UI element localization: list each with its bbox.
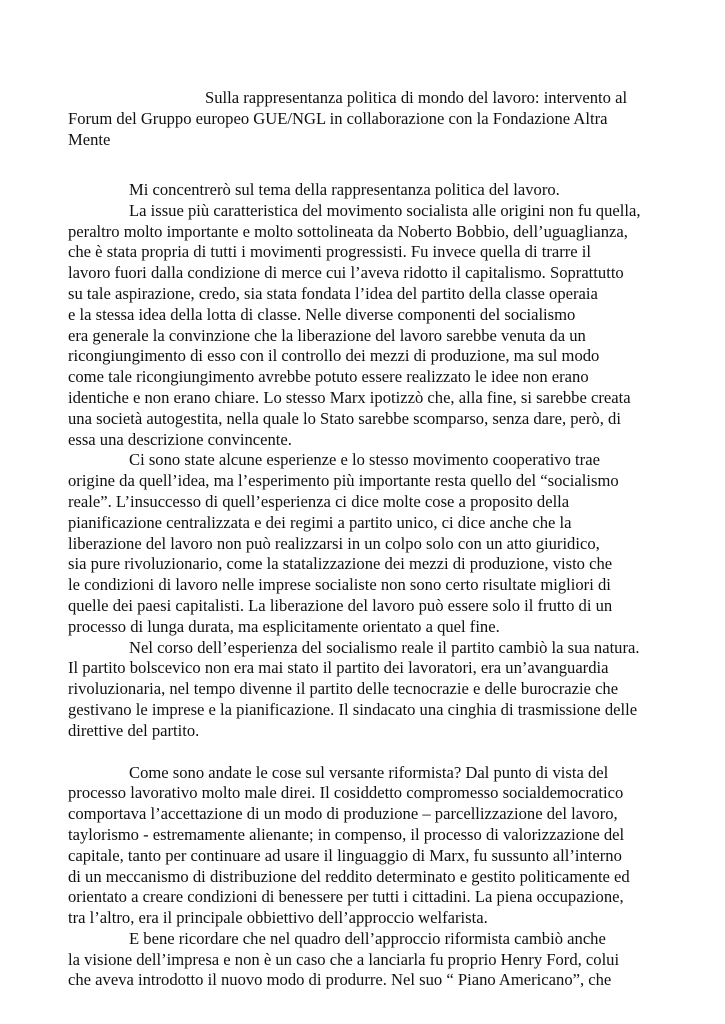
- document-title: [68, 87, 668, 150]
- text-line: Mi concentrerò sul tema della rappresentanza politica del lavoro.: [129, 180, 560, 199]
- text-line: quelle dei paesi capitalisti. La liberazione del lavoro può essere solo il frutto di un: [68, 595, 613, 615]
- paragraph-spacer: [68, 742, 668, 763]
- text-line: E bene ricordare che nel quadro dell’approccio riformista cambiò anche: [129, 928, 606, 948]
- text-line: Come sono andate le cose sul versante riformista? Dal punto di vista del: [129, 762, 609, 782]
- paragraph-socialism-origins: [68, 201, 668, 451]
- text-line: che è stata propria di tutti i movimenti progressisti. Fu invece quella di trarre il: [68, 242, 592, 262]
- text-line: di un meccanismo di distribuzione del reddito determinato e gestito politicamente ed: [68, 866, 630, 886]
- paragraph-ford: [68, 929, 668, 991]
- document-body: [68, 180, 668, 991]
- text-line: come tale ricongiungimento avrebbe potuto essere realizzato le idee non erano: [68, 367, 589, 387]
- text-line: orientato a creare condizioni di benessere per tutti i cittadini. La piena occupazione,: [68, 887, 624, 907]
- text-line: ricongiungimento di esso con il controllo dei mezzi di produzione, ma sul modo: [68, 346, 600, 366]
- text-line: lavoro fuori dalla condizione di merce cui l’aveva ridotto il capitalismo. Soprattutto: [68, 263, 624, 283]
- text-line: pianificazione centralizzata e dei regimi a partito unico, ci dice anche che la: [68, 512, 572, 532]
- paragraph-reformist: [68, 763, 668, 929]
- text-line: reale”. L’insuccesso di quell’esperienza ci dice molte cose a proposito della: [68, 491, 570, 511]
- text-line: le condizioni di lavoro nelle imprese socialiste non sono certo risultate migliori di: [68, 575, 611, 595]
- text-line: direttive del partito.: [68, 720, 200, 740]
- text-line: gestivano le imprese e la pianificazione. Il sindacato una cinghia di trasmissione delle: [68, 699, 638, 719]
- text-line: processo lavorativo molto male direi. Il cosiddetto compromesso socialdemocratico: [68, 783, 624, 803]
- text-line: la visione dell’impresa e non è un caso che a lanciarla fu proprio Henry Ford, colui: [68, 949, 620, 969]
- paragraph-party-nature: [68, 638, 668, 742]
- text-line: comportava l’accettazione di un modo di produzione – parcellizzazione del lavoro,: [68, 804, 618, 824]
- text-line: peraltro molto importante e molto sottolineata da Noberto Bobbio, dell’uguaglianza,: [68, 221, 628, 241]
- title-line: Sulla rappresentanza politica di mondo del lavoro: intervento al: [205, 88, 628, 107]
- text-line: tra l’altro, era il principale obbiettivo dell’approccio welfarista.: [68, 908, 488, 928]
- text-line: Ci sono state alcune esperienze e lo stesso movimento cooperativo trae: [129, 450, 600, 470]
- text-line: origine da quell’idea, ma l’esperimento più importante resta quello del “socialismo: [68, 471, 619, 491]
- text-line: liberazione del lavoro non può realizzarsi in un colpo solo con un atto giuridico,: [68, 533, 600, 553]
- text-line: che aveva introdotto il nuovo modo di produrre. Nel suo “ Piano Americano”, che: [68, 970, 612, 990]
- paragraph-real-socialism: [68, 450, 668, 637]
- text-line: Il partito bolscevico non era mai stato il partito dei lavoratori, era un’avanguardia: [68, 658, 609, 678]
- text-line: sia pure rivoluzionario, come la statalizzazione dei mezzi di produzione, visto che: [68, 554, 613, 574]
- text-line: processo di lunga durata, ma esplicitamente orientato a quel fine.: [68, 616, 500, 636]
- text-line: e la stessa idea della lotta di classe. Nelle diverse componenti del socialismo: [68, 304, 576, 324]
- text-line: essa una descrizione convincente.: [68, 429, 292, 449]
- title-line: Mente: [68, 130, 111, 149]
- text-line: era generale la convinzione che la liberazione del lavoro sarebbe venuta da un: [68, 325, 586, 345]
- text-line: su tale aspirazione, credo, sia stata fondata l’idea del partito della classe operaia: [68, 283, 598, 303]
- text-line: identiche e non erano chiare. Lo stesso Marx ipotizzò che, alla fine, si sarebbe creata: [68, 387, 631, 407]
- text-line: La issue più caratteristica del movimento socialista alle origini non fu quella,: [129, 200, 641, 220]
- text-line: taylorismo - estremamente alienante; in compenso, il processo di valorizzazione del: [68, 824, 625, 844]
- text-line: una società autogestita, nella quale lo Stato sarebbe scomparso, senza dare, però, di: [68, 408, 621, 428]
- title-line: Forum del Gruppo europeo GUE/NGL in collaborazione con la Fondazione Altra: [68, 109, 608, 128]
- text-line: rivoluzionaria, nel tempo divenne il partito delle tecnocrazie e delle burocrazie che: [68, 679, 619, 699]
- text-line: Nel corso dell’esperienza del socialismo reale il partito cambiò la sua natura.: [129, 637, 640, 657]
- paragraph-intro: [68, 180, 668, 201]
- text-line: capitale, tanto per continuare ad usare il linguaggio di Marx, fu sussunto all’interno: [68, 845, 622, 865]
